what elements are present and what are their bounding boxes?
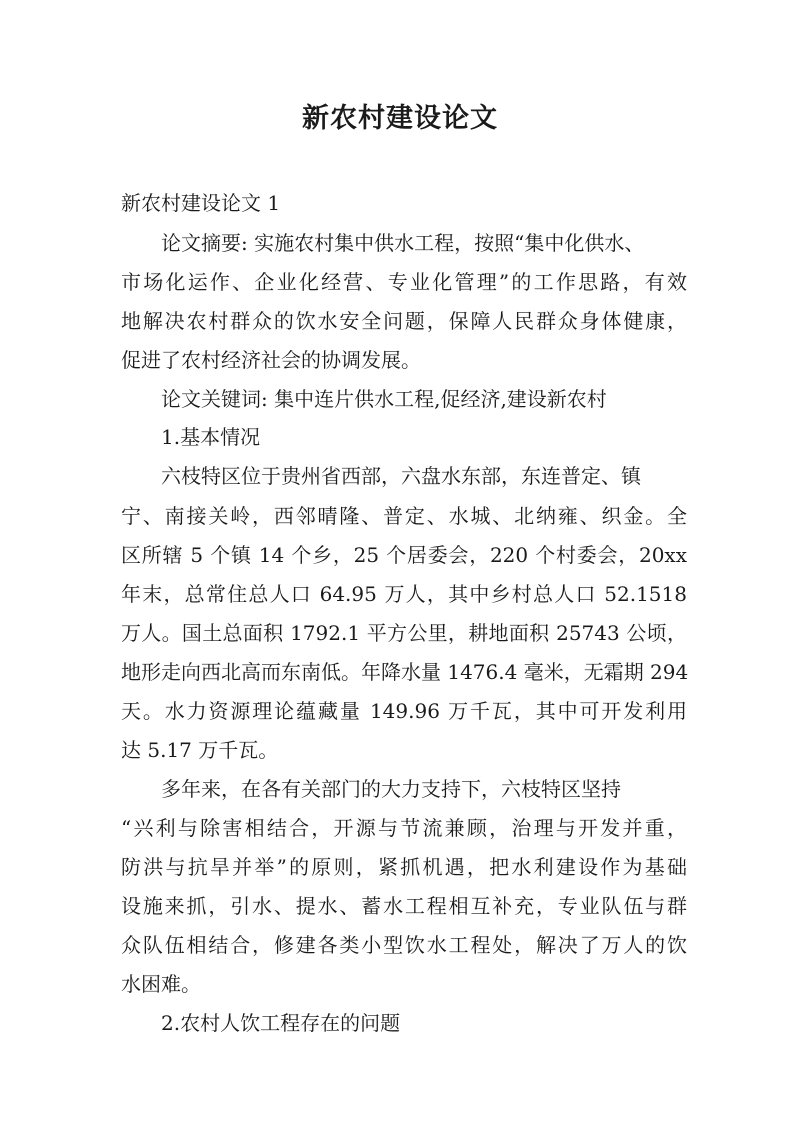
paragraph-line: 地形走向西北高而东南低。年降水量 1476.4 毫米，无霜期 294: [121, 660, 689, 684]
paragraph-line: 区所辖 5 个镇 14 个乡，25 个居委会，220 个村委会，20xx: [121, 543, 687, 567]
paragraph-line: 多年来，在各有关部门的大力支持下，六枝特区坚持: [161, 777, 621, 801]
paragraph-line: 防洪与抗旱并举”的原则，紧抓机遇，把水利建设作为基础: [121, 855, 687, 879]
paragraph-line: 天。水力资源理论蕴藏量 149.96 万千瓦，其中可开发利用: [121, 699, 687, 723]
heading-problems: 2.农村人饮工程存在的问题: [161, 1011, 401, 1035]
paragraph-line: 达 5.17 万千瓦。: [121, 738, 279, 762]
paragraph-line: “兴利与除害相结合，开源与节流兼顾，治理与开发并重，: [121, 816, 687, 840]
abstract-line: 市场化运作、企业化经营、专业化管理”的工作思路，有效: [121, 270, 687, 294]
paragraph-line: 六枝特区位于贵州省西部，六盘水东部，东连普定、镇: [161, 464, 641, 488]
paragraph-line: 年末，总常住总人口 64.95 万人，其中乡村总人口 52.1518: [121, 582, 687, 606]
paragraph-line: 设施来抓，引水、提水、蓄水工程相互补充，专业队伍与群: [121, 894, 687, 918]
heading-basic-situation: 1.基本情况: [161, 425, 261, 449]
paragraph-line: 众队伍相结合，修建各类小型饮水工程处，解决了万人的饮: [121, 933, 687, 957]
paragraph-line: 宁、南接关岭，西邻晴隆、普定、水城、北纳雍、织金。全: [121, 504, 687, 528]
section-heading: 新农村建设论文 1: [121, 191, 281, 215]
paragraph-line: 水困难。: [121, 972, 201, 996]
paragraph-line: 万人。国土总面积 1792.1 平方公里，耕地面积 25743 公顷，: [121, 621, 687, 645]
keywords-line: 论文关键词: 集中连片供水工程,促经济,建设新农村: [161, 387, 607, 411]
document-title: 新农村建设论文: [302, 103, 498, 134]
abstract-line: 地解决农村群众的饮水安全问题，保障人民群众身体健康，: [121, 309, 687, 333]
abstract-line: 论文摘要: 实施农村集中供水工程，按照“集中化供水、: [161, 231, 645, 255]
abstract-line: 促进了农村经济社会的协调发展。: [121, 348, 421, 372]
